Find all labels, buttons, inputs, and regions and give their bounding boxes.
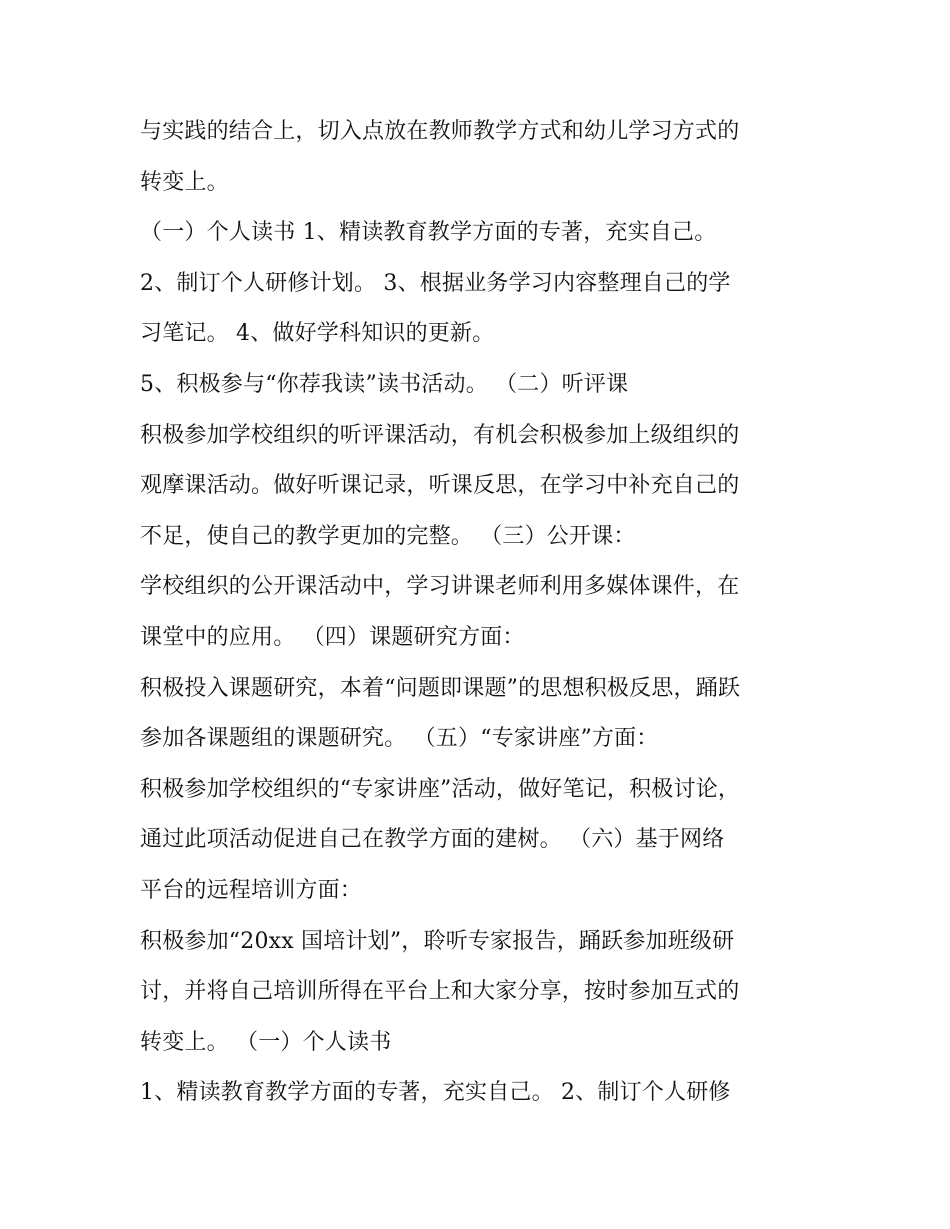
text-line: （一）个人读书 1、精读教育教学方面的专著，充实自己。 bbox=[140, 220, 717, 246]
text-line: 积极参加“20xx 国培计划”，聆听专家报告，踊跃参加班级研 bbox=[140, 928, 735, 954]
text-line: 习笔记。 4、做好学科知识的更新。 bbox=[140, 321, 495, 347]
text-line: 讨，并将自己培训所得在平台上和大家分享，按时参加互式的 bbox=[140, 979, 740, 1005]
text-line: 通过此项活动促进自己在教学方面的建树。 （六）基于网络 bbox=[140, 827, 725, 853]
text-line: 参加各课题组的课题研究。 （五）“专家讲座”方面： bbox=[140, 726, 659, 752]
text-line: 转变上。 bbox=[140, 169, 229, 195]
document-body bbox=[140, 107, 830, 1119]
text-line: 积极参加学校组织的“专家讲座”活动，做好笔记，积极讨论， bbox=[140, 776, 741, 802]
text-line: 平台的远程培训方面： bbox=[140, 877, 363, 903]
text-line: 积极投入课题研究，本着“问题即课题”的思想积极反思，踊跃 bbox=[140, 675, 741, 701]
text-line: 2、制订个人研修计划。 3、根据业务学习内容整理自己的学 bbox=[140, 270, 731, 296]
text-line: 课堂中的应用。 （四）课题研究方面： bbox=[140, 624, 525, 650]
text-line: 不足，使自己的教学更加的完整。 （三）公开课： bbox=[140, 523, 636, 549]
text-line: 学校组织的公开课活动中，学习讲课老师利用多媒体课件，在 bbox=[140, 574, 740, 600]
text-line: 与实践的结合上，切入点放在教师教学方式和幼儿学习方式的 bbox=[140, 119, 740, 144]
text-line: 转变上。 （一）个人读书 bbox=[140, 1029, 392, 1055]
text-line: 1、精读教育教学方面的专著，充实自己。 2、制订个人研修 bbox=[140, 1080, 731, 1106]
text-line: 观摩课活动。做好听课记录，听课反思，在学习中补充自己的 bbox=[140, 473, 740, 499]
text-line: 5、积极参与“你荐我读”读书活动。 （二）听评课 bbox=[140, 371, 629, 397]
text-line: 积极参加学校组织的听评课活动，有机会积极参加上级组织的 bbox=[140, 422, 740, 448]
